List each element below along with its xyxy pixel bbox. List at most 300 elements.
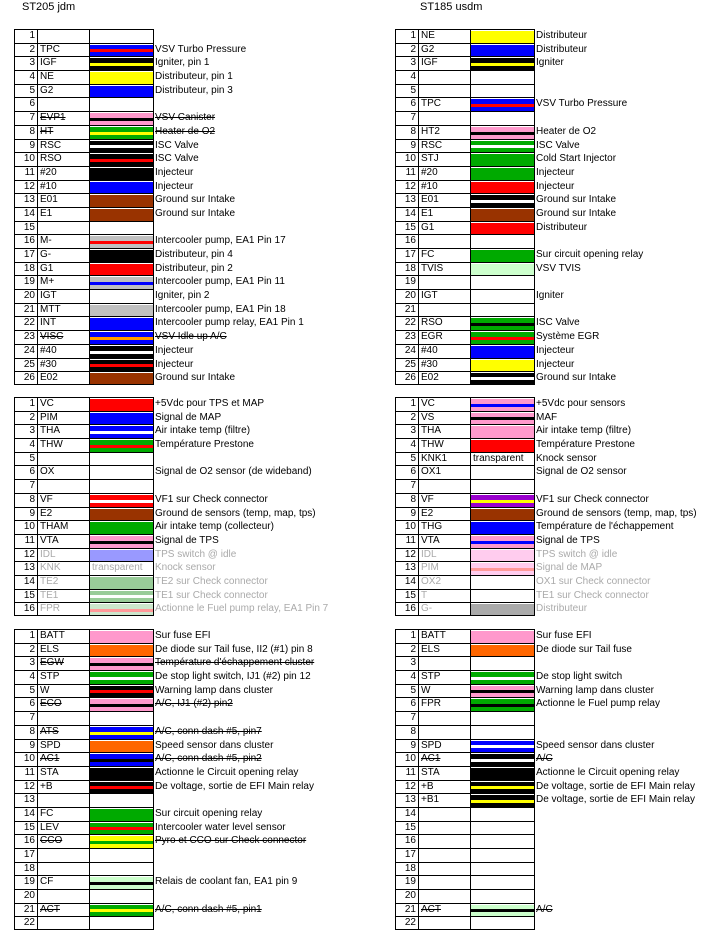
wire-color-swatch xyxy=(471,711,535,725)
wire-base-color xyxy=(90,86,153,98)
wire-stripe-color xyxy=(471,63,534,66)
wire-base-color xyxy=(471,250,534,262)
pin-code xyxy=(419,111,471,125)
wire-base-color xyxy=(90,645,153,657)
wire-color-swatch xyxy=(90,139,154,153)
pin-number: 8 xyxy=(395,125,419,139)
wire-color-swatch xyxy=(90,330,154,344)
pin-number: 6 xyxy=(395,465,419,479)
pin-code: E01 xyxy=(38,193,90,207)
pin-code: IGF xyxy=(38,56,90,70)
wire-base-color xyxy=(90,209,153,221)
pin-code: ATS xyxy=(38,725,90,739)
pin-code: AC1 xyxy=(419,752,471,766)
wire-stripe-color xyxy=(471,337,534,340)
pin-number: 11 xyxy=(14,166,38,180)
wire-color-swatch xyxy=(471,684,535,698)
wire-color-swatch xyxy=(471,670,535,684)
pin-code: G2 xyxy=(38,84,90,98)
pin-description: Speed sensor dans cluster xyxy=(155,739,274,751)
wire-color-swatch xyxy=(90,452,154,466)
wire-color-swatch xyxy=(90,834,154,848)
pin-description: Knock sensor xyxy=(155,562,216,574)
pin-number: 15 xyxy=(14,589,38,603)
wire-base-color xyxy=(90,550,153,562)
wire-color-swatch xyxy=(471,725,535,739)
pin-description: Température d'échappement cluster xyxy=(155,657,315,669)
pin-code: OX xyxy=(38,465,90,479)
pin-code: TPC xyxy=(38,43,90,57)
wire-stripe-color xyxy=(471,104,534,107)
wire-color-swatch xyxy=(90,793,154,807)
pin-number: 7 xyxy=(395,111,419,125)
pin-description: Warning lamp dans cluster xyxy=(536,684,655,696)
wire-color-swatch xyxy=(471,358,535,372)
pin-number: 18 xyxy=(395,262,419,276)
pin-number: 5 xyxy=(14,452,38,466)
pin-number: 10 xyxy=(395,152,419,166)
pin-number: 12 xyxy=(395,548,419,562)
pin-number: 4 xyxy=(14,670,38,684)
pin-code: BATT xyxy=(419,629,471,643)
wire-base-color xyxy=(471,631,534,643)
pin-code: RSC xyxy=(38,139,90,153)
wire-color-swatch xyxy=(90,725,154,739)
wire-stripe-color xyxy=(471,132,534,135)
pin-number: 5 xyxy=(395,84,419,98)
wire-stripe-color xyxy=(90,445,153,448)
pin-number: 15 xyxy=(395,821,419,835)
wire-color-swatch xyxy=(90,862,154,876)
pin-description: TPS switch @ idle xyxy=(536,548,618,560)
wire-base-color xyxy=(471,346,534,358)
pin-code: VTA xyxy=(38,534,90,548)
pin-description: A/C xyxy=(536,903,553,915)
pin-code: VS xyxy=(419,411,471,425)
wire-color-swatch xyxy=(90,193,154,207)
wire-stripe-color xyxy=(471,704,534,707)
wire-base-color xyxy=(90,741,153,753)
pin-number: 1 xyxy=(395,29,419,43)
wire-color-swatch xyxy=(90,465,154,479)
pin-code: SPD xyxy=(38,739,90,753)
pin-code: #10 xyxy=(38,180,90,194)
pin-number: 23 xyxy=(395,330,419,344)
pin-code: CF xyxy=(38,875,90,889)
wire-base-color xyxy=(90,305,153,317)
pin-code: IGT xyxy=(419,289,471,303)
pin-code: FPR xyxy=(419,697,471,711)
pin-description: VSV Canister xyxy=(155,112,216,124)
pin-number: 13 xyxy=(395,793,419,807)
wire-color-swatch xyxy=(90,221,154,235)
pin-description: VSV Turbo Pressure xyxy=(155,43,247,55)
pin-code: STP xyxy=(419,670,471,684)
wire-stripe-color xyxy=(471,145,534,148)
wire-color-swatch xyxy=(471,834,535,848)
pin-number: 19 xyxy=(14,875,38,889)
pin-description: Signal de O2 sensor xyxy=(536,466,627,478)
pin-code: STP xyxy=(38,670,90,684)
pin-number: 1 xyxy=(395,629,419,643)
pin-number: 20 xyxy=(395,289,419,303)
wire-color-swatch xyxy=(90,29,154,43)
wire-color-swatch xyxy=(471,766,535,780)
wire-stripe-color xyxy=(471,909,534,912)
wire-color-swatch xyxy=(471,289,535,303)
pin-code: FC xyxy=(38,807,90,821)
pin-description: Igniter xyxy=(536,57,564,69)
wire-color-swatch xyxy=(90,889,154,903)
wire-color-swatch xyxy=(471,152,535,166)
pin-number: 21 xyxy=(14,303,38,317)
pin-code: THA xyxy=(419,424,471,438)
pin-number: 26 xyxy=(14,371,38,385)
pin-code xyxy=(38,221,90,235)
pin-code xyxy=(419,70,471,84)
wire-base-color xyxy=(471,440,534,452)
wire-color-swatch xyxy=(471,207,535,221)
pin-description: Actionne le Circuit opening relay xyxy=(155,766,299,778)
wire-base-color xyxy=(471,645,534,657)
pin-description: VSV Idle up A/C xyxy=(155,331,227,343)
pin-description: Signal de TPS xyxy=(155,534,219,546)
wire-color-swatch xyxy=(471,166,535,180)
wire-color-swatch xyxy=(90,424,154,438)
wire-base-color xyxy=(90,373,153,384)
pin-description: Injecteur xyxy=(536,166,575,178)
pin-code: G- xyxy=(38,248,90,262)
wire-color-swatch xyxy=(90,807,154,821)
wire-stripe-color xyxy=(90,159,153,162)
pin-number: 16 xyxy=(395,602,419,616)
pin-number: 16 xyxy=(14,234,38,248)
pin-number: 7 xyxy=(14,479,38,493)
pin-number: 22 xyxy=(14,916,38,930)
wire-color-swatch xyxy=(471,479,535,493)
pin-description: ISC Valve xyxy=(155,139,199,151)
wire-stripe-color xyxy=(471,500,534,503)
pin-description: +5Vdc pour sensors xyxy=(536,398,626,409)
pin-description: Intercooler pump, EA1 Pin 11 xyxy=(155,276,285,288)
wire-stripe-color xyxy=(90,282,153,285)
pin-code xyxy=(419,862,471,876)
pin-number: 15 xyxy=(14,821,38,835)
wire-color-swatch xyxy=(90,534,154,548)
wire-color-swatch xyxy=(90,166,154,180)
pin-description: Injecteur xyxy=(155,344,194,356)
wire-color-swatch xyxy=(471,29,535,43)
pin-number: 12 xyxy=(14,780,38,794)
pin-number: 19 xyxy=(395,275,419,289)
wire-color-swatch xyxy=(90,684,154,698)
pin-code: VF xyxy=(38,493,90,507)
pin-code: THW xyxy=(38,438,90,452)
wire-color-swatch xyxy=(471,656,535,670)
wire-base-color xyxy=(471,182,534,194)
pin-code: EVP1 xyxy=(38,111,90,125)
pin-description: TE1 sur Check connector xyxy=(536,589,649,601)
pin-code: G1 xyxy=(419,221,471,235)
wire-color-swatch xyxy=(471,697,535,711)
wire-base-color xyxy=(90,522,153,534)
pin-number: 2 xyxy=(395,43,419,57)
wire-base-color xyxy=(471,467,534,479)
wire-base-color xyxy=(90,250,153,262)
pin-description: Air intake temp (filtre) xyxy=(155,425,251,437)
pin-code: ELS xyxy=(38,643,90,657)
wire-color-swatch xyxy=(471,43,535,57)
pin-description: Ground de sensors (temp, map, tps) xyxy=(536,507,697,519)
wire-stripe-color xyxy=(90,351,153,354)
pin-code: ELS xyxy=(419,643,471,657)
pin-description: Injecteur xyxy=(536,344,575,356)
pin-number: 7 xyxy=(395,479,419,493)
wire-stripe-color xyxy=(90,909,153,912)
pin-description: A/C, IJ1 (#2) pin2 xyxy=(155,698,233,710)
pin-number: 9 xyxy=(14,739,38,753)
pin-description: A/C, conn dash #5, pin2 xyxy=(155,753,262,765)
wire-base-color xyxy=(471,264,534,276)
pin-description: Distributeur, pin 3 xyxy=(155,84,233,96)
pin-code: #10 xyxy=(419,180,471,194)
pin-number: 18 xyxy=(14,262,38,276)
pin-description: Intercooler pump, EA1 Pin 18 xyxy=(155,303,286,315)
wire-stripe-color xyxy=(90,241,153,244)
pin-code: STA xyxy=(38,766,90,780)
wire-color-swatch xyxy=(90,234,154,248)
pin-description: Injecteur xyxy=(155,166,194,178)
pin-number: 10 xyxy=(395,520,419,534)
pin-description: A/C, conn dash #5, pin1 xyxy=(155,903,262,915)
pin-code xyxy=(419,848,471,862)
pin-number: 25 xyxy=(14,358,38,372)
pin-description: Ground sur Intake xyxy=(536,194,617,206)
pin-code: BATT xyxy=(38,629,90,643)
pin-number: 6 xyxy=(395,697,419,711)
title-right: ST185 usdm xyxy=(420,1,483,13)
pin-code: #30 xyxy=(419,358,471,372)
wire-base-color xyxy=(471,209,534,221)
pin-number: 13 xyxy=(395,193,419,207)
wire-base-color xyxy=(90,413,153,425)
wire-base-color xyxy=(471,768,534,780)
wire-color-swatch xyxy=(471,111,535,125)
pin-description: De diode sur Tail fuse, II2 (#1) pin 8 xyxy=(155,643,313,655)
pin-description: Igniter, pin 1 xyxy=(155,57,210,69)
pin-code: STJ xyxy=(419,152,471,166)
pin-code xyxy=(38,452,90,466)
wire-stripe-color xyxy=(90,337,153,340)
wire-color-swatch xyxy=(90,848,154,862)
pin-number: 3 xyxy=(395,656,419,670)
pin-code: FC xyxy=(419,248,471,262)
wire-color-swatch xyxy=(90,207,154,221)
wire-color-swatch xyxy=(90,780,154,794)
pin-code: TVIS xyxy=(419,262,471,276)
pin-description: Actionne le Fuel pump relay xyxy=(536,698,660,710)
pin-number: 2 xyxy=(14,411,38,425)
pin-description: Heater de O2 xyxy=(155,125,216,137)
pin-number: 2 xyxy=(395,411,419,425)
wire-stripe-color xyxy=(90,663,153,666)
pin-number: 13 xyxy=(14,561,38,575)
pin-description: Knock sensor xyxy=(536,452,597,464)
wire-color-swatch xyxy=(471,807,535,821)
pin-description: Signal de TPS xyxy=(536,534,600,546)
wire-stripe-color xyxy=(90,118,153,121)
pin-code xyxy=(419,275,471,289)
wire-stripe-color xyxy=(90,364,153,367)
pin-code xyxy=(38,916,90,930)
wire-stripe-color xyxy=(90,690,153,693)
wire-color-swatch xyxy=(90,903,154,917)
pin-number: 13 xyxy=(14,793,38,807)
pin-number: 14 xyxy=(14,207,38,221)
wire-color-swatch xyxy=(471,862,535,876)
pin-number: 16 xyxy=(14,602,38,616)
wire-color-swatch xyxy=(90,493,154,507)
pin-code: IGF xyxy=(419,56,471,70)
pin-description: Relais de coolant fan, EA1 pin 9 xyxy=(155,876,298,888)
wire-base-color xyxy=(471,522,534,534)
pin-number: 15 xyxy=(395,221,419,235)
pin-number: 6 xyxy=(14,97,38,111)
wire-color-swatch xyxy=(471,262,535,276)
pin-description: ISC Valve xyxy=(536,317,580,329)
wire-color-swatch xyxy=(90,739,154,753)
pin-description: Système EGR xyxy=(536,331,600,343)
pin-code: HT2 xyxy=(419,125,471,139)
wire-color-swatch xyxy=(471,780,535,794)
pin-number: 21 xyxy=(395,303,419,317)
pin-description: A/C xyxy=(536,753,553,765)
wire-color-swatch xyxy=(471,875,535,889)
pin-code: E02 xyxy=(38,371,90,385)
wire-color-swatch xyxy=(471,221,535,235)
pin-description: ISC Valve xyxy=(155,153,199,165)
pin-number: 18 xyxy=(14,862,38,876)
pin-description: VF1 sur Check connector xyxy=(155,493,268,505)
pin-description: Actionne le Fuel pump relay, EA1 Pin 7 xyxy=(155,603,329,615)
wire-stripe-color xyxy=(471,745,534,748)
pin-number: 14 xyxy=(395,207,419,221)
pin-number: 12 xyxy=(395,780,419,794)
pin-code xyxy=(38,711,90,725)
pin-number: 8 xyxy=(14,493,38,507)
wire-color-swatch xyxy=(90,766,154,780)
wire-base-color xyxy=(471,291,534,303)
pin-number: 9 xyxy=(395,739,419,753)
wire-stripe-color xyxy=(471,323,534,326)
pin-number: 6 xyxy=(395,97,419,111)
wire-base-color xyxy=(471,31,534,43)
wire-base-color xyxy=(90,291,153,303)
wire-stripe-color xyxy=(90,595,153,598)
wire-base-color xyxy=(90,318,153,330)
wire-color-swatch xyxy=(471,916,535,930)
pin-code: +B xyxy=(419,780,471,794)
pin-number: 24 xyxy=(14,344,38,358)
pin-code: E01 xyxy=(419,193,471,207)
pin-code xyxy=(419,916,471,930)
wire-color-swatch xyxy=(90,56,154,70)
pin-number: 20 xyxy=(14,289,38,303)
wire-base-color xyxy=(90,768,153,780)
pin-code xyxy=(419,725,471,739)
pin-number: 5 xyxy=(14,84,38,98)
pin-number: 3 xyxy=(395,424,419,438)
pin-number: 6 xyxy=(14,697,38,711)
wire-color-swatch xyxy=(471,303,535,317)
wire-color-swatch xyxy=(471,344,535,358)
wire-color-swatch xyxy=(471,520,535,534)
pin-description: Ground sur Intake xyxy=(536,372,617,384)
pin-description: Signal de O2 sensor (de wideband) xyxy=(155,466,312,478)
pin-number: 19 xyxy=(14,275,38,289)
wire-base-color xyxy=(90,195,153,207)
pin-code: EGR xyxy=(419,330,471,344)
pin-code: OX1 xyxy=(419,465,471,479)
pin-code: TPC xyxy=(419,97,471,111)
pin-number: 22 xyxy=(395,916,419,930)
wire-base-color xyxy=(471,360,534,372)
pin-description: Actionne le Circuit opening relay xyxy=(536,766,680,778)
wire-color-swatch xyxy=(471,629,535,643)
pin-code xyxy=(419,807,471,821)
wire-stripe-color xyxy=(90,841,153,844)
wire-stripe-color xyxy=(90,145,153,148)
pin-number: 17 xyxy=(395,248,419,262)
wire-base-color xyxy=(90,577,153,589)
pin-code xyxy=(419,234,471,248)
wire-stripe-color xyxy=(471,200,534,203)
wire-color-swatch xyxy=(471,371,535,385)
pin-description: Igniter, pin 2 xyxy=(155,290,210,302)
pin-code: M+ xyxy=(38,275,90,289)
wire-base-color xyxy=(471,604,534,615)
wire-color-swatch xyxy=(471,180,535,194)
pin-number: 12 xyxy=(14,548,38,562)
pin-description: Distributeur xyxy=(536,221,588,233)
wire-color-swatch xyxy=(471,575,535,589)
pin-number: 2 xyxy=(14,43,38,57)
pin-description: VSV TVIS xyxy=(536,262,581,274)
pin-description: Sur fuse EFI xyxy=(155,630,211,641)
wire-color-swatch xyxy=(90,344,154,358)
pin-description: Distributeur xyxy=(536,603,588,615)
pin-description: Injecteur xyxy=(536,180,575,192)
wire-color-swatch xyxy=(90,479,154,493)
wire-color-swatch xyxy=(471,739,535,753)
wire-color-swatch xyxy=(90,875,154,889)
pin-number: 8 xyxy=(395,493,419,507)
pin-number: 2 xyxy=(395,643,419,657)
pin-number: 18 xyxy=(395,862,419,876)
wire-color-swatch xyxy=(471,316,535,330)
pin-number: 10 xyxy=(395,752,419,766)
wire-color-swatch xyxy=(90,670,154,684)
wire-color-swatch xyxy=(90,711,154,725)
pin-code: G2 xyxy=(419,43,471,57)
pin-number: 4 xyxy=(395,670,419,684)
pin-code: NE xyxy=(38,70,90,84)
pin-description: Distributeur, pin 4 xyxy=(155,249,233,260)
wire-color-swatch xyxy=(471,507,535,521)
pin-code: G- xyxy=(419,602,471,616)
pin-code xyxy=(419,656,471,670)
wire-color-swatch xyxy=(471,548,535,562)
